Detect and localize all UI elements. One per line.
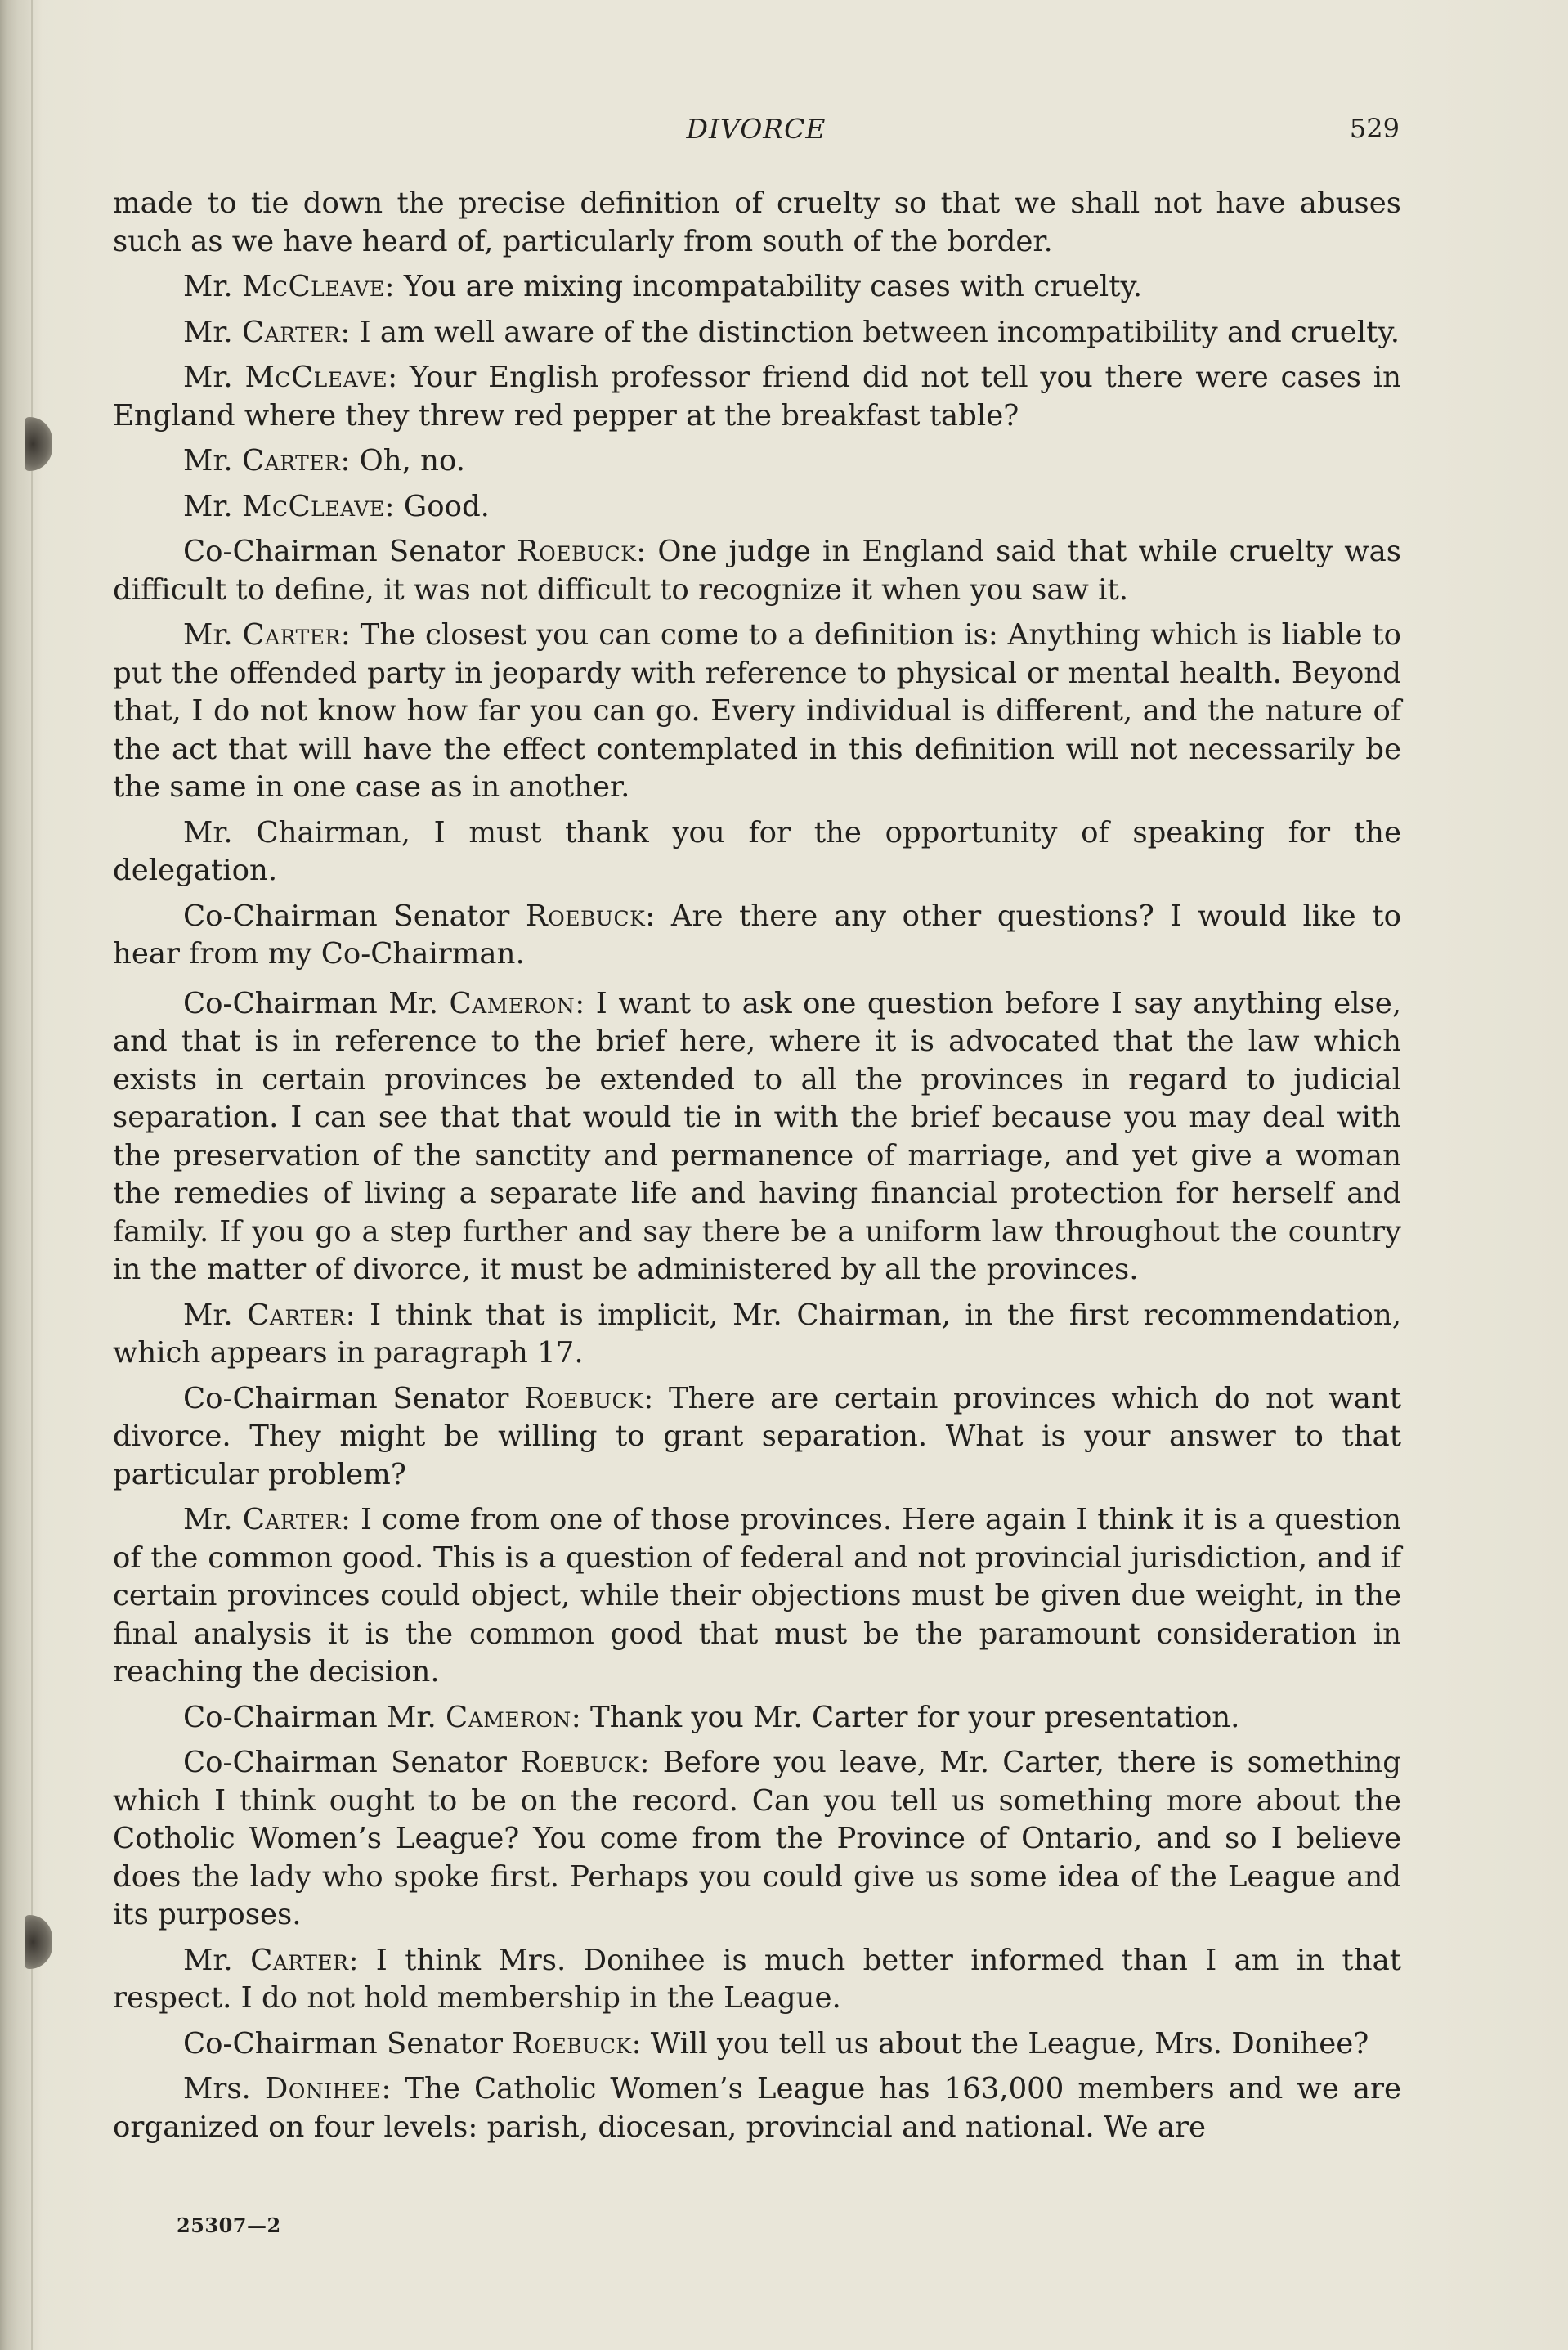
paragraph	[113, 2070, 1401, 2146]
paragraph-text: : The closest you can come to a definition is: Anything which is liable to put the offended party in jeopardy with reference to physical or mental health. Beyond that, I do not know how far you can go. Every individual is different, and the nature of the act that will have the effect contemplated in this definition will not necessarily be the same in one case as in another.	[113, 618, 1401, 804]
speaker-prefix: Mr.	[183, 489, 242, 523]
speaker-name: Roebuck	[512, 2026, 632, 2061]
paragraph	[113, 442, 1401, 481]
speaker-name: McCleave	[242, 270, 385, 303]
paragraph	[113, 1699, 1401, 1738]
binder-hole-upper	[25, 417, 52, 471]
paragraph-text: made to tie down the precise definition of cruelty so that we shall not have abuses such as we have heard of, particularly from south of the border.	[113, 186, 1401, 258]
paragraph-text: : I am well aware of the distinction between incompatibility and cruelty.	[340, 315, 1400, 349]
speaker-prefix: Co-Chairman Senator	[183, 1746, 521, 1779]
speaker-name: Cameron	[449, 986, 576, 1020]
running-title: DIVORCE	[686, 113, 827, 145]
speaker-prefix: Mr.	[183, 618, 243, 652]
paragraph-text: Mr. Chairman, I must thank you for the opportunity of speaking for the delegation.	[113, 815, 1401, 887]
speaker-prefix: Co-Chairman Senator	[183, 535, 517, 568]
paragraph-text: : Oh, no.	[340, 444, 466, 478]
speaker-prefix: Mr.	[183, 315, 242, 349]
speaker-name: Roebuck	[524, 1381, 644, 1415]
speaker-prefix: Co-Chairman Mr.	[183, 1700, 446, 1734]
paragraph	[113, 314, 1401, 352]
speaker-prefix: Mr.	[183, 270, 242, 303]
speaker-name: Roebuck	[526, 899, 646, 933]
binding-edge-line	[31, 0, 33, 2350]
paragraph-text: : I think that is implicit, Mr. Chairman, in the first recommendation, which appears in paragraph 17.	[113, 1298, 1401, 1370]
speaker-name: Roebuck	[517, 535, 637, 568]
paragraph	[113, 1942, 1401, 2018]
signature-mark: 25307—2	[177, 2213, 281, 2237]
paragraph-text: : Good.	[384, 489, 490, 523]
paragraph	[113, 1744, 1401, 1935]
paragraph	[113, 2025, 1401, 2064]
speaker-prefix: Co-Chairman Senator	[183, 2026, 513, 2061]
page-binding-shadow	[0, 0, 43, 2350]
paragraph-text: : I come from one of those provinces. Here again I think it is a question of the common good. This is a question of federal and not provincial jurisdiction, and if certain provinces could object, while their objections must be given due weight, in the final analysis it is the common good that must be the paramount consideration in reaching the decision.	[113, 1503, 1401, 1689]
paragraph	[113, 898, 1401, 974]
body-text	[113, 185, 1401, 2154]
speaker-name: McCleave	[244, 361, 388, 394]
speaker-prefix: Mrs.	[183, 2072, 265, 2106]
speaker-name: Donihee	[264, 2072, 382, 2106]
speaker-prefix: Co-Chairman Mr.	[183, 986, 450, 1020]
speaker-name: Carter	[242, 444, 341, 478]
speaker-prefix: Mr.	[183, 1503, 243, 1536]
paragraph-text: : Thank you Mr. Carter for your presentation.	[571, 1700, 1240, 1734]
speaker-prefix: Co-Chairman Senator	[183, 899, 526, 933]
paragraph-text: : Are there any other questions? I would like to hear from my Co-Chairman.	[113, 899, 1401, 971]
speaker-prefix: Mr.	[183, 361, 245, 394]
speaker-name: Roebuck	[520, 1746, 640, 1779]
paragraph-text: : Your English professor friend did not tell you there were cases in England where they threw red pepper at the breakfast table?	[113, 361, 1401, 433]
paragraph-text: : I want to ask one question before I say anything else, and that is in reference to the brief here, where it is advocated that the law which exists in certain provinces be extended to all the provinces in regard to judicial separation. I can see that that would tie in with the brief because you may deal with the preservation of the sanctity and permanence of marriage, and yet give a woman the remedies of living a separate life and having financial protection for herself and family. If you go a step further and say there be a uniform law throughout the country in the matter of divorce, it must be administered by all the provinces.	[113, 986, 1401, 1286]
speaker-prefix: Mr.	[183, 444, 242, 478]
paragraph	[113, 814, 1401, 890]
speaker-name: McCleave	[242, 489, 385, 523]
binder-hole-lower	[25, 1915, 52, 1969]
paragraph-text: : Before you leave, Mr. Carter, there is something which I think ought to be on the record. Can you tell us something more about the Cotholic Women’s League? You come from the Province of Ontario, and so I believe does the lady who spoke first. Perhaps you could give us some idea of the League and its purposes.	[113, 1746, 1401, 1931]
speaker-name: Carter	[242, 315, 341, 349]
speaker-name: Carter	[242, 618, 341, 652]
paragraph	[113, 1380, 1401, 1495]
speaker-prefix: Mr.	[183, 1943, 251, 1977]
paragraph	[113, 359, 1401, 435]
running-header	[0, 113, 1568, 154]
speaker-name: Carter	[250, 1943, 349, 1977]
paragraph-text: : The Catholic Women’s League has 163,000 members and we are organized on four levels: parish, diocesan, provincial and national. We are	[113, 2072, 1401, 2144]
paragraph-text: : You are mixing incompatability cases with cruelty.	[384, 270, 1143, 303]
paragraph	[113, 617, 1401, 807]
paragraph	[113, 533, 1401, 609]
paragraph	[113, 185, 1401, 261]
speaker-name: Carter	[242, 1503, 342, 1536]
page-number: 529	[1349, 113, 1400, 144]
paragraph	[113, 1297, 1401, 1373]
paragraph-text: : I think Mrs. Donihee is much better informed than I am in that respect. I do not hold membership in the League.	[113, 1943, 1401, 2015]
speaker-name: Carter	[247, 1298, 346, 1332]
paragraph-text: : There are certain provinces which do not want divorce. They might be willing to grant separation. What is your answer to that particular problem?	[113, 1381, 1401, 1491]
paragraph-text: : One judge in England said that while cruelty was difficult to define, it was not difficult to recognize it when you saw it.	[113, 535, 1401, 607]
speaker-prefix: Co-Chairman Senator	[183, 1381, 525, 1415]
paragraph	[113, 985, 1401, 1289]
paragraph-text: : Will you tell us about the League, Mrs. Donihee?	[631, 2026, 1369, 2061]
paragraph	[113, 1501, 1401, 1692]
speaker-prefix: Mr.	[183, 1298, 248, 1332]
paragraph	[113, 268, 1401, 307]
paragraph	[113, 488, 1401, 527]
speaker-name: Cameron	[446, 1700, 571, 1734]
